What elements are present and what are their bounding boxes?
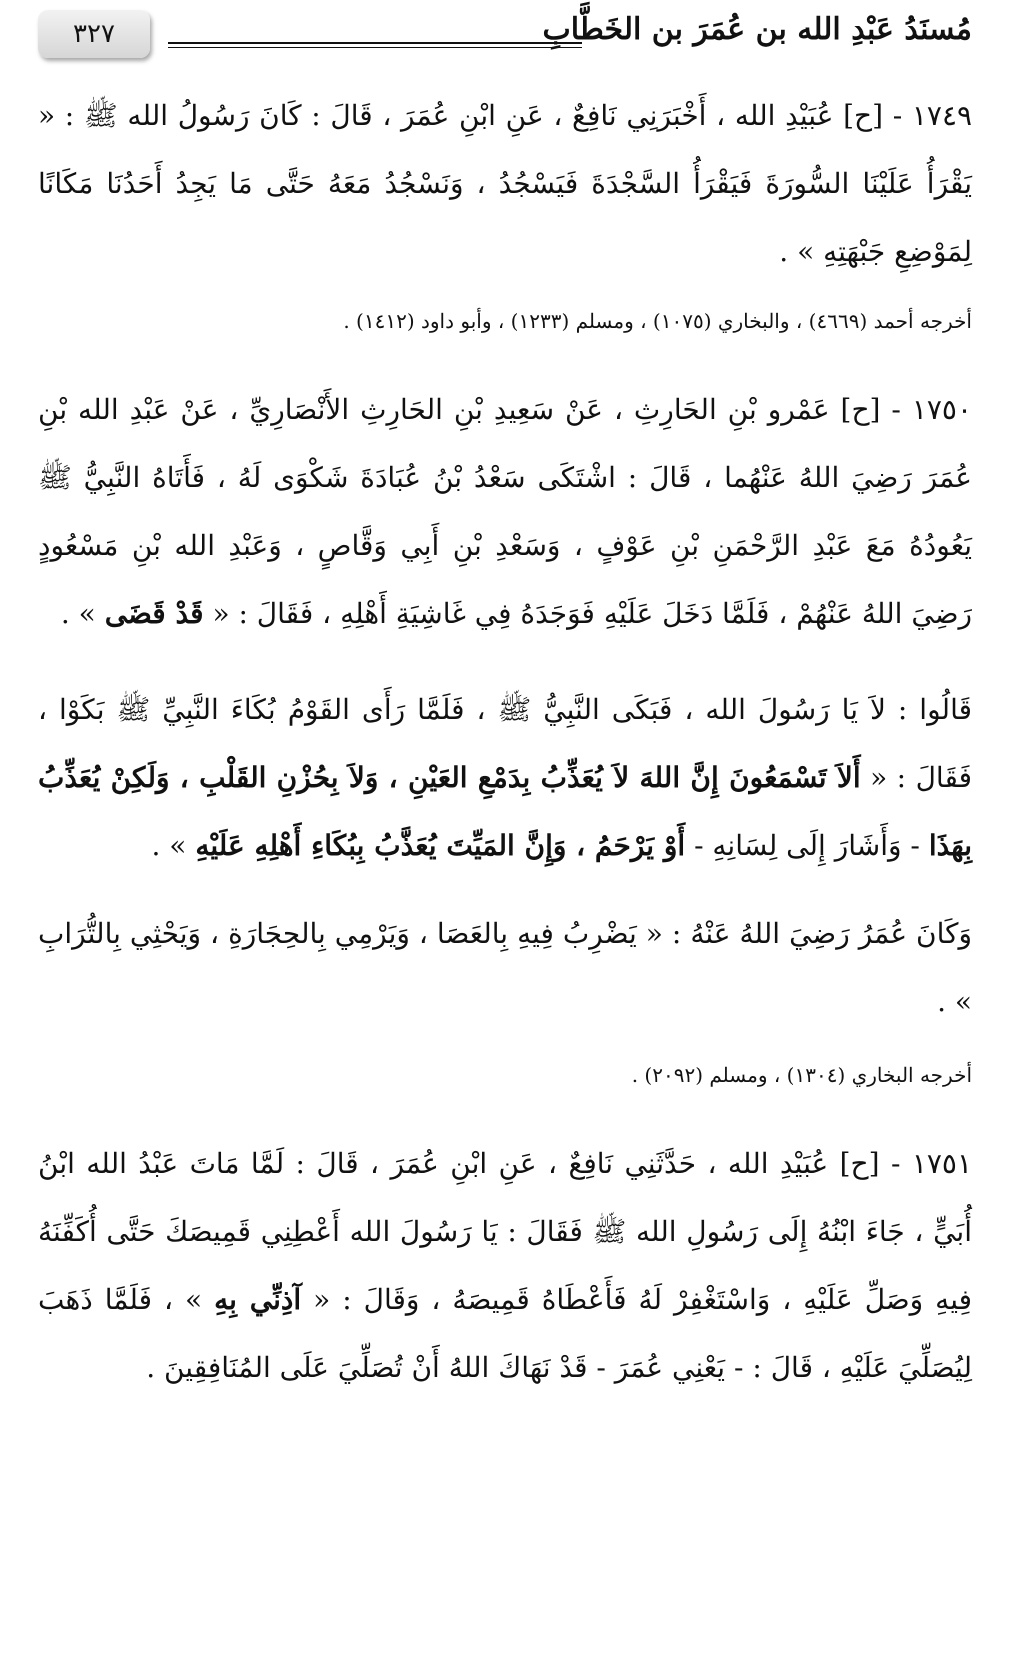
book-page: [38, 0, 972, 1657]
hadith-1750-para-2: قَالُوا : لاَ يَا رَسُولَ الله ، فَبَكَى النَّبِيُّ ﷺ ، فَلَمَّا رَأَى القَوْمُ بُكَاءَ النَّبِيِّ ﷺ بَكَوْا ، فَقَالَ : « أَلاَ تَسْمَعُونَ إِنَّ اللهَ لاَ يُعَذِّبُ بِدَمْعِ العَيْنِ ، وَلاَ بِحُزْنِ القَلْبِ ، وَلَكِنْ يُعَذِّبُ بِهَذَا - وَأَشَارَ إِلَى لِسَانِهِ - أَوْ يَرْحَمُ ، وَإِنَّ المَيِّتَ يُعَذَّبُ بِبُكَاءِ أَهْلِهِ عَلَيْهِ » .: [38, 693, 972, 862]
header-rule: [168, 42, 582, 48]
prophet-quote: آذِنِّي بِهِ: [214, 1283, 302, 1316]
running-title: مُسنَدُ عَبْدِ الله بن عُمَرَ بن الخَطَّابِ: [542, 12, 972, 47]
page-number: ٣٢٧: [38, 10, 150, 58]
hadith-1750-para-1: ١٧٥٠ - [ح] عَمْرو بْنِ الحَارِثِ ، عَنْ سَعِيدِ بْنِ الحَارِثِ الأَنْصَارِيِّ ، عَنْ عَبْدِ الله بْنِ عُمَرَ رَضِيَ اللهُ عَنْهُما ، قَالَ : اشْتَكَى سَعْدُ بْنُ عُبَادَةَ شَكْوَى لَهُ ، فَأَتَاهُ النَّبِيُّ ﷺ يَعُودُهُ مَعَ عَبْدِ الرَّحْمَنِ بْنِ عَوْفٍ ، وَسَعْدِ بْنِ أَبِي وَقَّاصٍ ، وَعَبْدِ الله بْنِ مَسْعُودٍ رَضِيَ اللهُ عَنْهُمْ ، فَلَمَّا دَخَلَ عَلَيْهِ فَوَجَدَهُ فِي غَاشِيَةِ أَهْلِهِ ، فَقَالَ : « قَدْ قَضَى » .: [38, 393, 972, 630]
hadith-1751-text: ١٧٥١ - [ح] عُبَيْدِ الله ، حَدَّثَنِي نَافِعٌ ، عَنِ ابْنِ عُمَرَ ، قَالَ : لَمَّا مَاتَ عَبْدُ الله ابْنُ أُبَيٍّ ، جَاءَ ابْنُهُ إِلَى رَسُولِ الله ﷺ فَقَالَ : يَا رَسُولَ الله أَعْطِنِي قَمِيصَكَ حَتَّى أُكَفِّنَهُ فِيهِ وَصَلِّ عَلَيْهِ ، وَاسْتَغْفِرْ لَهُ فَأَعْطَاهُ قَمِيصَهُ ، وَقَالَ : « آذِنِّي بِهِ » ، فَلَمَّا ذَهَبَ لِيُصَلِّيَ عَلَيْهِ ، قَالَ : - يَعْنِي عُمَرَ - قَدْ نَهَاكَ اللهُ أَنْ تُصَلِّيَ عَلَى المُنَافِقِينَ .: [38, 1147, 973, 1384]
prophet-quote: أَلاَ تَسْمَعُونَ إِنَّ اللهَ لاَ يُعَذِّبُ بِدَمْعِ العَيْنِ ، وَلاَ بِحُزْنِ القَلْبِ ، وَلَكِنْ يُعَذِّبُ بِهَذَا: [38, 761, 972, 862]
hadith-1749-source: أخرجه أحمد (٤٦٦٩) ، والبخاري (١٠٧٥) ، ومسلم (١٢٣٣) ، وأبو داود (١٤١٢) .: [343, 309, 972, 333]
prophet-quote: قَدْ قَضَى: [104, 597, 204, 630]
hadith-1749-text: ١٧٤٩ - [ح] عُبَيْدِ الله ، أَخْبَرَنِي نَافِعٌ ، عَنِ ابْنِ عُمَرَ ، قَالَ : كَانَ رَسُولُ الله ﷺ : « يَقْرَأُ عَلَيْنَا السُّورَةَ فَيَقْرَأُ السَّجْدَةَ فَيَسْجُدُ ، وَنَسْجُدُ مَعَهُ حَتَّى مَا يَجِدُ أَحَدُنَا مَكَانًا لِمَوْضِعِ جَبْهَتِهِ » .: [38, 99, 973, 268]
hadith-1750-source: أخرجه البخاري (١٣٠٤) ، ومسلم (٢٠٩٢) .: [631, 1063, 972, 1087]
prophet-quote: أَوْ يَرْحَمُ ، وَإِنَّ المَيِّتَ يُعَذَّبُ بِبُكَاءِ أَهْلِهِ عَلَيْهِ: [195, 829, 686, 862]
hadith-1750-para-3: وَكَانَ عُمَرُ رَضِيَ اللهُ عَنْهُ : « يَضْرِبُ فِيهِ بِالعَصَا ، وَيَرْمِي بِالحِجَارَةِ ، وَيَحْثِي بِالتُّرَابِ » .: [38, 917, 972, 1018]
page-header: [38, 6, 972, 66]
